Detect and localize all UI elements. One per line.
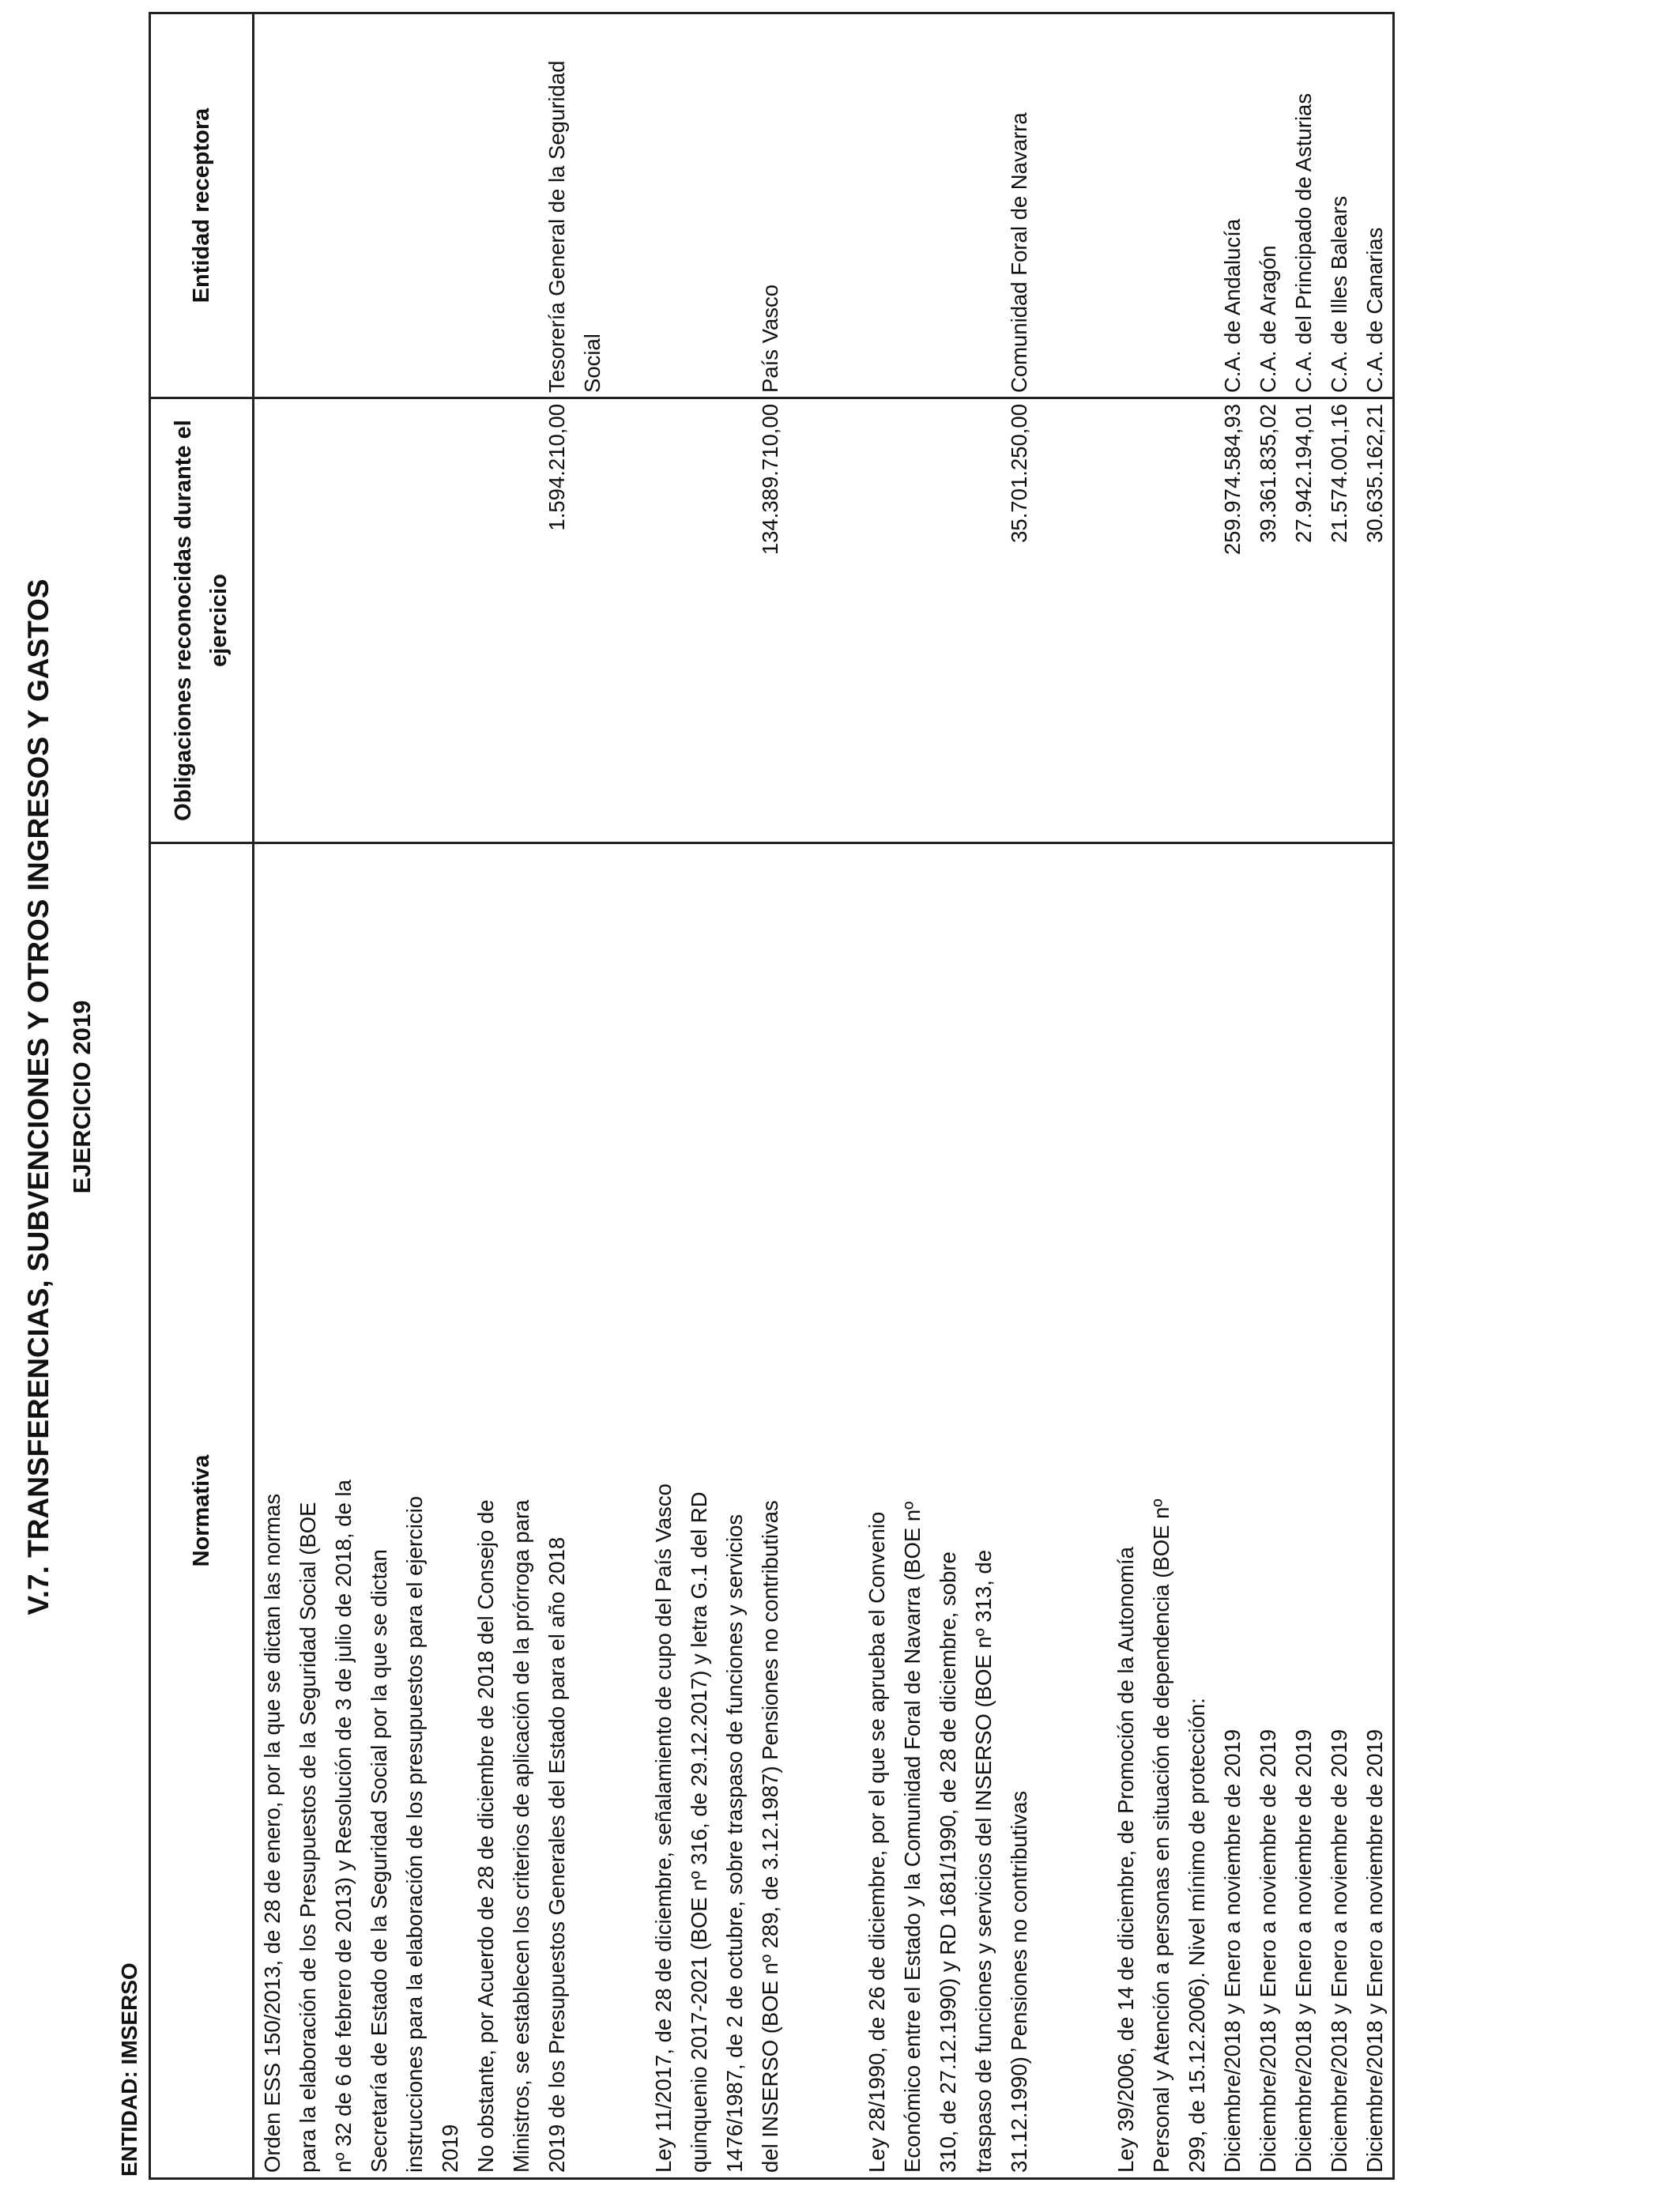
amount-line [361, 404, 397, 839]
group-spacer [788, 849, 823, 2173]
entity-line: C.A. de Canarias [1362, 227, 1387, 393]
normativa-line: No obstante, por Acuerdo de 28 de diciembre de 2018 del Consejo de [473, 1499, 498, 2173]
amount-line [717, 404, 752, 839]
normativa-line: Diciembre/2018 y Enero a noviembre de 2019 [1220, 1728, 1245, 2173]
group-spacer [823, 404, 859, 839]
group-spacer [1072, 19, 1108, 393]
entity-line [966, 19, 1001, 393]
entity-line [290, 19, 326, 393]
normativa-line: Ley 39/2006, de 14 de diciembre, de Promoción de la Autonomía [1113, 1547, 1138, 2173]
group-spacer [788, 404, 823, 839]
group-spacer [788, 19, 823, 393]
entity-line [254, 19, 290, 393]
normativa-group [859, 849, 1037, 2173]
entity-group [1108, 19, 1392, 393]
entity-line [432, 19, 468, 393]
amount-line [326, 404, 361, 839]
entity-group [859, 19, 1037, 393]
entity-line: País Vasco [758, 284, 782, 393]
normativa-line: Diciembre/2018 y Enero a noviembre de 2019 [1256, 1728, 1280, 2173]
normativa-group [646, 849, 788, 2173]
amount-line [646, 404, 681, 839]
normativa-group [1108, 849, 1392, 2173]
entity-line [859, 19, 895, 393]
entity-line: C.A. del Principado de Asturias [1291, 92, 1316, 393]
normativa-line: nº 32 de 6 de febrero de 2013) y Resolución de 3 de julio de 2018, de la [331, 1480, 356, 2173]
normativa-line: Ministros, se establecen los criterios de aplicación de la prórroga para [509, 1499, 533, 2173]
normativa-line: 31.12.1990) Pensiones no contributivas [1007, 1790, 1031, 2173]
amount-group [646, 404, 788, 839]
entity-line: Tesorería General de la Seguridad Social [544, 60, 605, 393]
amount-line [290, 404, 326, 839]
group-spacer [610, 404, 646, 839]
normativa-line: Secretaría de Estado de la Seguridad Social por la que se dictan [367, 1549, 391, 2173]
normativa-group [254, 849, 574, 2173]
normativa-line: 299, de 15.12.2006). Nivel mínimo de protección: [1185, 1698, 1209, 2173]
group-spacer [823, 19, 859, 393]
normativa-line: 1476/1987, de 2 de octubre, sobre traspaso de funciones y servicios [722, 1514, 747, 2173]
amount-line [966, 404, 1001, 839]
table-body-row [254, 13, 1394, 2179]
amount-line [895, 404, 930, 839]
amount-line: 39.361.835,02 [1256, 404, 1280, 543]
entity-line: C.A. de Aragón [1256, 245, 1280, 393]
group-spacer [823, 849, 859, 2173]
obligaciones-cell [254, 398, 1394, 843]
group-spacer [574, 849, 610, 2173]
amount-line [397, 404, 432, 839]
amount-line [254, 404, 290, 839]
amount-group [254, 404, 574, 839]
group-spacer [610, 849, 646, 2173]
normativa-line: Personal y Atención a personas en situación de dependencia (BOE nº [1149, 1498, 1173, 2173]
group-spacer [1072, 849, 1108, 2173]
entity-line [468, 19, 503, 393]
amount-line: 27.942.194,01 [1291, 404, 1316, 543]
entity-group [254, 19, 605, 393]
normativa-line: Orden ESS 150/2013, de 28 de enero, por la que se dictan las normas [260, 1493, 284, 2173]
normativa-line: para la elaboración de los Presupuestos de la Seguridad Social (BOE [296, 1502, 320, 2173]
normativa-line: 310, de 27.12.1990) y RD 1681/1990, de 28 de diciembre, sobre [936, 1551, 960, 2173]
normativa-line: traspaso de funciones y servicios del INSERSO (BOE nº 313, de [971, 1549, 996, 2173]
entity-line [1179, 19, 1215, 393]
group-spacer [610, 19, 646, 393]
entity-label: ENTIDAD: IMSERSO [117, 1962, 141, 2177]
amount-line [681, 404, 717, 839]
entity-line [1143, 19, 1179, 393]
amount-line [503, 404, 539, 839]
normativa-line: Diciembre/2018 y Enero a noviembre de 2019 [1327, 1728, 1351, 2173]
entity-line [646, 19, 681, 393]
group-spacer [1072, 404, 1108, 839]
entity-line [681, 19, 717, 393]
entidad-cell [254, 13, 1394, 398]
group-spacer [1037, 404, 1072, 839]
entity-line [397, 19, 432, 393]
group-spacer [1037, 19, 1072, 393]
entity-line [361, 19, 397, 393]
amount-group [859, 404, 1037, 839]
entity-line [895, 19, 930, 393]
transfers-table [149, 12, 1395, 2180]
amount-line: 21.574.001,16 [1327, 404, 1351, 543]
normativa-line: Diciembre/2018 y Enero a noviembre de 2019 [1362, 1728, 1387, 2173]
normativa-line: 2019 [438, 2124, 462, 2173]
amount-line: 30.635.162,21 [1362, 404, 1387, 543]
amount-line [432, 404, 468, 839]
table-header-row [150, 13, 254, 2179]
group-spacer [574, 404, 610, 839]
amount-group [1108, 404, 1392, 839]
normativa-line: Diciembre/2018 y Enero a noviembre de 2019 [1291, 1728, 1316, 2173]
normativa-cell [254, 843, 1394, 2179]
page-subtitle: EJERCICIO 2019 [68, 1000, 96, 1194]
entity-line [1108, 19, 1143, 393]
normativa-line: del INSERSO (BOE nº 289, de 3.12.1987) Pensiones no contributivas [758, 1500, 782, 2173]
normativa-line: 2019 de los Presupuestos Generales del Estado para el año 2018 [544, 1536, 569, 2173]
entity-line [717, 19, 752, 393]
normativa-line: instrucciones para la elaboración de los presupuestos para el ejercicio [402, 1495, 427, 2173]
column-header-entidad: Entidad receptora [150, 13, 254, 398]
entity-group [646, 19, 788, 393]
amount-line: 259.974.584,93 [1220, 404, 1245, 556]
amount-line [930, 404, 966, 839]
normativa-line: Económico entre el Estado y la Comunidad Foral de Navarra (BOE nº [900, 1501, 925, 2173]
column-header-normativa: Normativa [150, 843, 254, 2179]
entity-line [930, 19, 966, 393]
entity-line [503, 19, 539, 393]
amount-line [1179, 404, 1215, 839]
entity-line: C.A. de Illes Balears [1327, 195, 1351, 393]
normativa-line: Ley 28/1990, de 26 de diciembre, por el que se aprueba el Convenio [864, 1511, 889, 2173]
amount-line: 134.389.710,00 [758, 404, 782, 556]
amount-line [1108, 404, 1143, 839]
entity-line: Comunidad Foral de Navarra [1007, 112, 1031, 393]
normativa-line: Ley 11/2017, de 28 de diciembre, señalamiento de cupo del País Vasco [651, 1483, 676, 2173]
group-spacer [1037, 849, 1072, 2173]
entity-line: C.A. de Andalucía [1220, 218, 1245, 393]
amount-line [1143, 404, 1179, 839]
amount-line: 1.594.210,00 [544, 404, 569, 531]
page-title: V.7. TRANSFERENCIAS, SUBVENCIONES Y OTROS INGRESOS Y GASTOS [22, 579, 55, 1615]
amount-line [859, 404, 895, 839]
column-header-obligaciones: Obligaciones reconocidas durante el ejercicio [150, 398, 254, 843]
amount-line: 35.701.250,00 [1007, 404, 1031, 543]
entity-line [326, 19, 361, 393]
amount-line [468, 404, 503, 839]
normativa-line: quinquenio 2017-2021 (BOE nº 316, de 29.12.2017) y letra G.1 del RD [687, 1491, 711, 2173]
